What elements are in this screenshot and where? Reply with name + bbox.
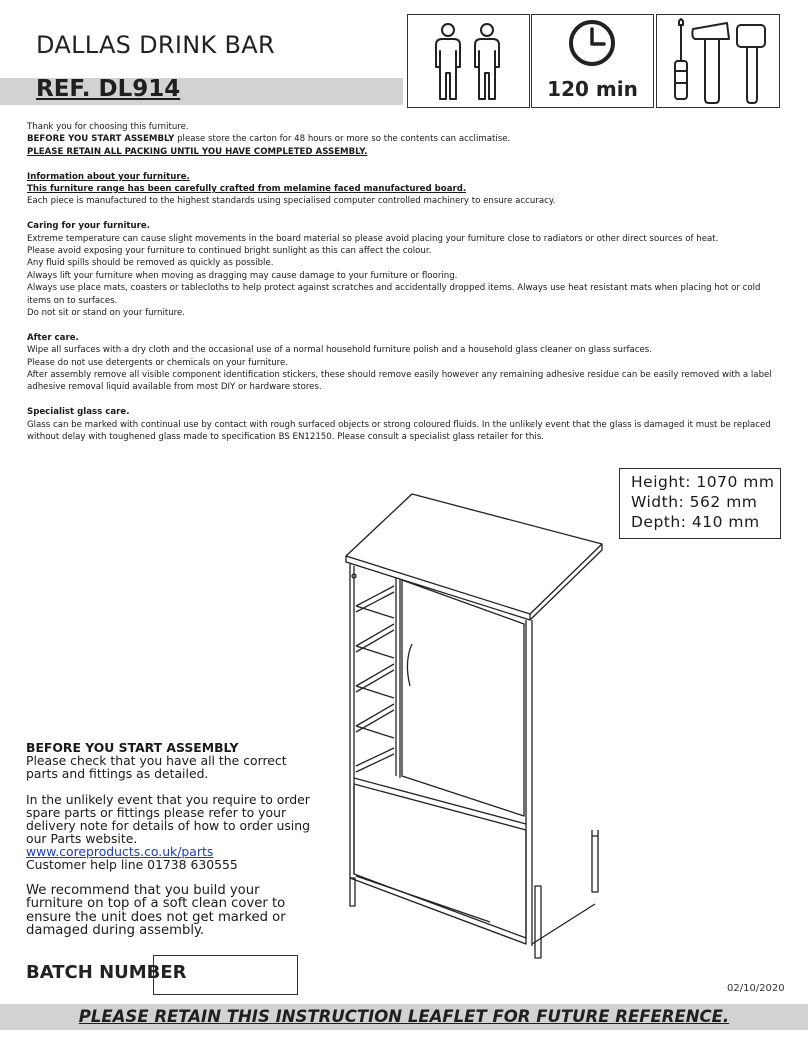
assembly-time: 120 min	[547, 77, 638, 101]
info-line-1: This furniture range has been carefully crafted from melamine faced manufactured board.	[27, 184, 467, 195]
aftercare-line: Wipe all surfaces with a dry cloth and the occasional use of a normal household furniture polish and a household glass cleaner on glass surfaces.	[27, 345, 653, 356]
assembly-heading: BEFORE YOU START ASSEMBLY	[26, 740, 239, 755]
people-box	[407, 14, 530, 108]
caring-line: Please avoid exposing your furniture to continued bright sunlight as this can affect the colour.	[27, 246, 432, 257]
acclimatise-text: please store the carton for 48 hours or more so the contents can acclimatise.	[174, 134, 511, 145]
document-date: 02/10/2020	[727, 983, 785, 994]
dimensions-box	[619, 468, 781, 539]
parts-website-link[interactable]: www.coreproducts.co.uk/parts	[26, 844, 214, 859]
caring-line: Always use place mats, coasters or tablecloths to help protect against scratches and accidentally dropped items. Always use heat resistant mats when placing hot or cold items on to surfaces.	[27, 283, 761, 306]
info-heading: Information about your furniture.	[27, 171, 190, 182]
recommend-text: We recommend that you build your furniture on top of a soft clean cover to ensure the unit does not get marked or damaged during assembly.	[26, 883, 286, 939]
assembly-info	[26, 741, 316, 938]
clock-icon	[532, 15, 653, 75]
batch-number-field[interactable]	[153, 955, 298, 995]
glass-heading: Specialist glass care.	[27, 407, 130, 418]
caring-line: Extreme temperature can cause slight movements in the board material so please avoid placing your furniture close to radiators or other direct sources of heat.	[27, 233, 719, 244]
thanks-line: Thank you for choosing this furniture.	[27, 122, 189, 132]
product-title: DALLAS DRINK BAR	[36, 31, 275, 59]
tools-box	[656, 14, 780, 108]
acclimatise-line	[27, 133, 787, 145]
caring-line: Do not sit or stand on your furniture.	[27, 308, 186, 319]
spare-parts-text: In the unlikely event that you require to order spare parts or fittings please refer to your delivery note for details of how to order using our Parts website.	[26, 792, 310, 846]
intro-text	[27, 121, 787, 444]
footer-notice: PLEASE RETAIN THIS INSTRUCTION LEAFLET FOR FUTURE REFERENCE.	[78, 1007, 730, 1026]
time-box	[531, 14, 654, 108]
depth-dimension: Depth: 410 mm	[631, 513, 760, 531]
helpline-text: Customer help line 01738 630555	[26, 857, 238, 872]
caring-line: Always lift your furniture when moving as dragging may cause damage to your furniture or flooring.	[27, 270, 458, 281]
retain-packing-line: PLEASE RETAIN ALL PACKING UNTIL YOU HAVE COMPLETED ASSEMBLY.	[27, 146, 368, 157]
drink-bar-illustration	[340, 486, 610, 966]
check-parts-text: Please check that you have all the correct parts and fittings as detailed.	[26, 753, 287, 781]
batch-number-label: BATCH NUMBER	[26, 962, 187, 983]
width-dimension: Width: 562 mm	[631, 493, 758, 511]
glass-text: Glass can be marked with continual use by contact with rough surfaced objects or strong coloured fluids. In the unlikely event that the glass is damaged it must be replaced without delay with toughened glass made to specification BS EN12150. Please consult a specialist glass retailer for this.	[27, 419, 771, 443]
aftercare-line: After assembly remove all visible component identification stickers, these should remove easily however any remaining adhesive residue can be easily removed with a label adhesive removal liquid available from most DIY or hardware stores.	[27, 370, 772, 393]
two-people-icon	[408, 15, 529, 107]
aftercare-line: Please do not use detergents or chemicals on your furniture.	[27, 357, 289, 368]
caring-line: Any fluid spills should be removed as quickly as possible.	[27, 258, 274, 269]
before-assembly-bold: BEFORE YOU START ASSEMBLY	[27, 134, 175, 145]
height-dimension: Height: 1070 mm	[631, 473, 775, 491]
tools-icon	[657, 15, 779, 107]
aftercare-heading: After care.	[27, 332, 79, 343]
product-ref: REF. DL914	[36, 76, 181, 102]
info-line-2: Each piece is manufactured to the highest standards using specialised computer controlled machinery to ensure accuracy.	[27, 196, 556, 207]
caring-heading: Caring for your furniture.	[27, 221, 150, 232]
